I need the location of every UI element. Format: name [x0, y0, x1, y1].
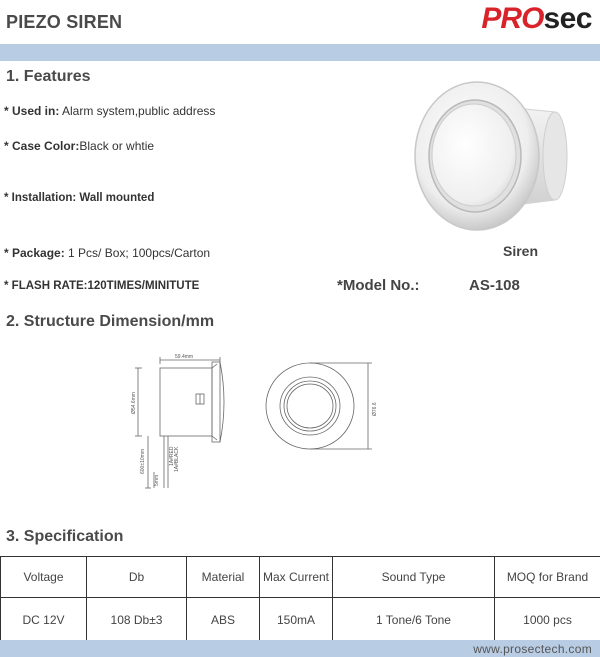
wire-red-label: 1A#RED [169, 446, 175, 466]
product-caption: Siren [503, 243, 539, 259]
header-band [0, 44, 600, 61]
document-title: PIEZO SIREN [6, 12, 123, 32]
dim-wire-end-text: 5mm [154, 474, 160, 486]
package-value: 1 Pcs/ Box; 100pcs/Carton [64, 246, 211, 260]
header-sound-type: Sound Type [333, 557, 495, 598]
header-material: Material [187, 557, 260, 598]
package-label: * Package: [4, 246, 65, 260]
cell-sound-type: 1 Tone/6 Tone [333, 598, 495, 642]
table-header-row [1, 557, 600, 598]
dim-wire-length-text: 600±10mm [140, 449, 146, 474]
header-max-current: Max Current [260, 557, 333, 598]
features-title: 1. Features [6, 68, 91, 85]
specification-title: 3. Specification [6, 528, 124, 545]
dim-width-text: 59.4mm [175, 354, 194, 360]
feature-used-in [4, 104, 215, 118]
dim-front-diameter-text: Ø76.6 [372, 402, 378, 416]
logo-sec: sec [543, 2, 592, 35]
model-label: *Model No.: [337, 277, 420, 294]
website-link[interactable]: www.prosectech.com [473, 642, 592, 656]
feature-case-color [4, 139, 154, 153]
header-voltage: Voltage [1, 557, 87, 598]
siren-product-photo [405, 72, 580, 234]
case-color-label: * Case Color: [4, 139, 80, 153]
feature-flash-rate: * FLASH RATE:120TIMES/MINITUTE [4, 280, 200, 292]
structure-dimension-drawing [120, 350, 390, 500]
cell-db: 108 Db±3 [87, 598, 187, 642]
header [0, 0, 600, 44]
cell-material: ABS [187, 598, 260, 642]
wire-black-label: 1A#BLACK [174, 446, 180, 472]
feature-package [4, 246, 210, 260]
table-row [1, 598, 600, 642]
feature-installation: * Installation: Wall mounted [4, 192, 155, 204]
cell-max-current: 150mA [260, 598, 333, 642]
structure-title: 2. Structure Dimension/mm [6, 313, 215, 330]
cell-moq: 1000 pcs [495, 598, 600, 642]
dim-side-diameter-text: Ø54.6mm [131, 392, 137, 414]
specification-table [0, 556, 600, 642]
cell-voltage: DC 12V [1, 598, 87, 642]
logo-pro: PRO [481, 2, 544, 35]
header-db: Db [87, 557, 187, 598]
used-in-label: * Used in: [4, 104, 60, 118]
header-moq: MOQ for Brand [495, 557, 600, 598]
used-in-value: Alarm system,public address [59, 104, 216, 118]
model-value: AS-108 [469, 277, 520, 294]
case-color-value: Black or whtie [79, 139, 155, 153]
prosec-logo [442, 2, 592, 42]
